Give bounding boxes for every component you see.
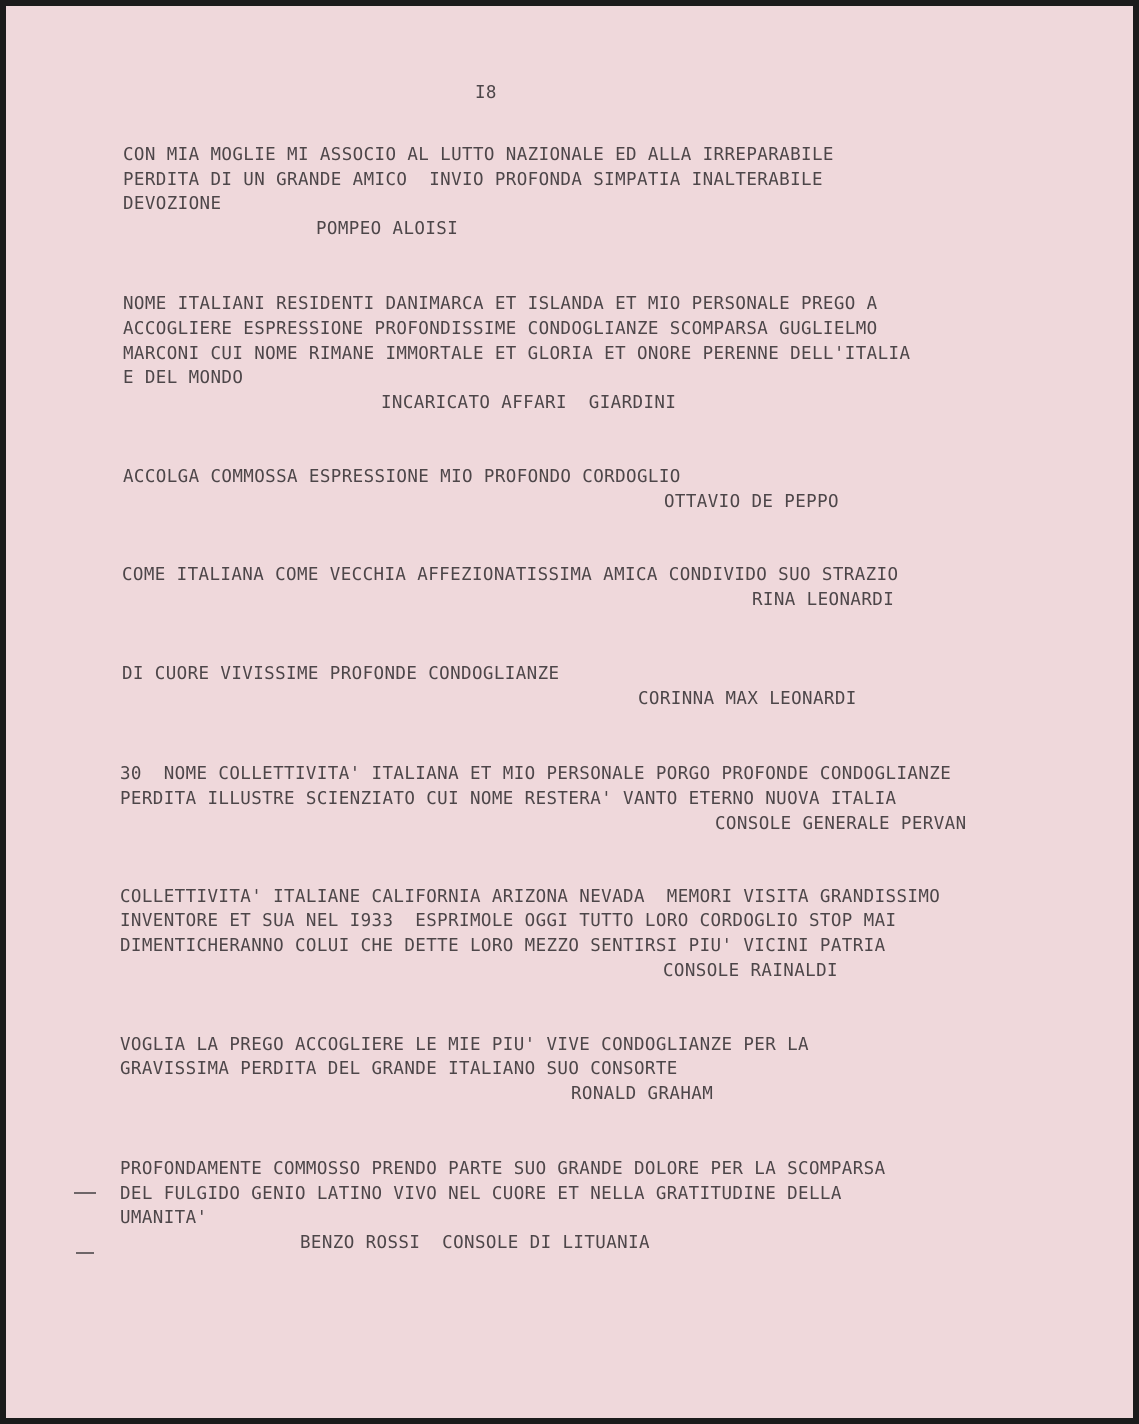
message-line: ACCOGLIERE ESPRESSIONE PROFONDISSIME CONDOGLIANZE SCOMPARSA GUGLIELMO [123,319,878,339]
message-signature: OTTAVIO DE PEPPO [664,492,839,512]
message-signature: CORINNA MAX LEONARDI [638,689,857,709]
message-line: INVENTORE ET SUA NEL I933 ESPRIMOLE OGGI TUTTO LORO CORDOGLIO STOP MAI [120,911,897,931]
message-line: ACCOLGA COMMOSSA ESPRESSIONE MIO PROFONDO CORDOGLIO [123,467,681,487]
message-line: PERDITA DI UN GRANDE AMICO INVIO PROFONDA SIMPATIA INALTERABILE [123,170,823,190]
message-line: UMANITA' [120,1208,208,1228]
message-signature: RONALD GRAHAM [571,1084,714,1104]
message-signature: CONSOLE RAINALDI [663,961,838,981]
message-line: DIMENTICHERANNO COLUI CHE DETTE LORO MEZZO SENTIRSI PIU' VICINI PATRIA [120,936,886,956]
message-line: PERDITA ILLUSTRE SCIENZIATO CUI NOME RESTERA' VANTO ETERNO NUOVA ITALIA [120,789,897,809]
message-signature: POMPEO ALOISI [316,219,459,239]
message-signature: RINA LEONARDI [752,590,895,610]
message-line: 30 NOME COLLETTIVITA' ITALIANA ET MIO PERSONALE PORGO PROFONDE CONDOGLIANZE [120,764,952,784]
message-line: DEL FULGIDO GENIO LATINO VIVO NEL CUORE ET NELLA GRATITUDINE DELLA [120,1184,842,1204]
message-line: E DEL MONDO [123,368,244,388]
document-page [6,6,1133,1418]
message-line: COME ITALIANA COME VECCHIA AFFEZIONATISSIMA AMICA CONDIVIDO SUO STRAZIO [122,565,899,585]
margin-mark [74,1192,96,1194]
message-line: DI CUORE VIVISSIME PROFONDE CONDOGLIANZE [122,664,560,684]
message-signature: INCARICATO AFFARI GIARDINI [381,393,677,413]
page-number: I8 [475,83,497,103]
margin-mark [76,1252,94,1254]
message-line: DEVOZIONE [123,194,222,214]
message-line: VOGLIA LA PREGO ACCOGLIERE LE MIE PIU' VIVE CONDOGLIANZE PER LA [120,1035,809,1055]
message-line: MARCONI CUI NOME RIMANE IMMORTALE ET GLORIA ET ONORE PERENNE DELL'ITALIA [123,344,911,364]
message-signature: CONSOLE GENERALE PERVAN [715,814,967,834]
message-signature: BENZO ROSSI CONSOLE DI LITUANIA [300,1233,650,1253]
message-line: PROFONDAMENTE COMMOSSO PRENDO PARTE SUO GRANDE DOLORE PER LA SCOMPARSA [120,1159,886,1179]
message-line: COLLETTIVITA' ITALIANE CALIFORNIA ARIZONA NEVADA MEMORI VISITA GRANDISSIMO [120,887,941,907]
message-line: NOME ITALIANI RESIDENTI DANIMARCA ET ISLANDA ET MIO PERSONALE PREGO A [123,294,878,314]
message-line: CON MIA MOGLIE MI ASSOCIO AL LUTTO NAZIONALE ED ALLA IRREPARABILE [123,145,834,165]
message-line: GRAVISSIMA PERDITA DEL GRANDE ITALIANO SUO CONSORTE [120,1059,678,1079]
